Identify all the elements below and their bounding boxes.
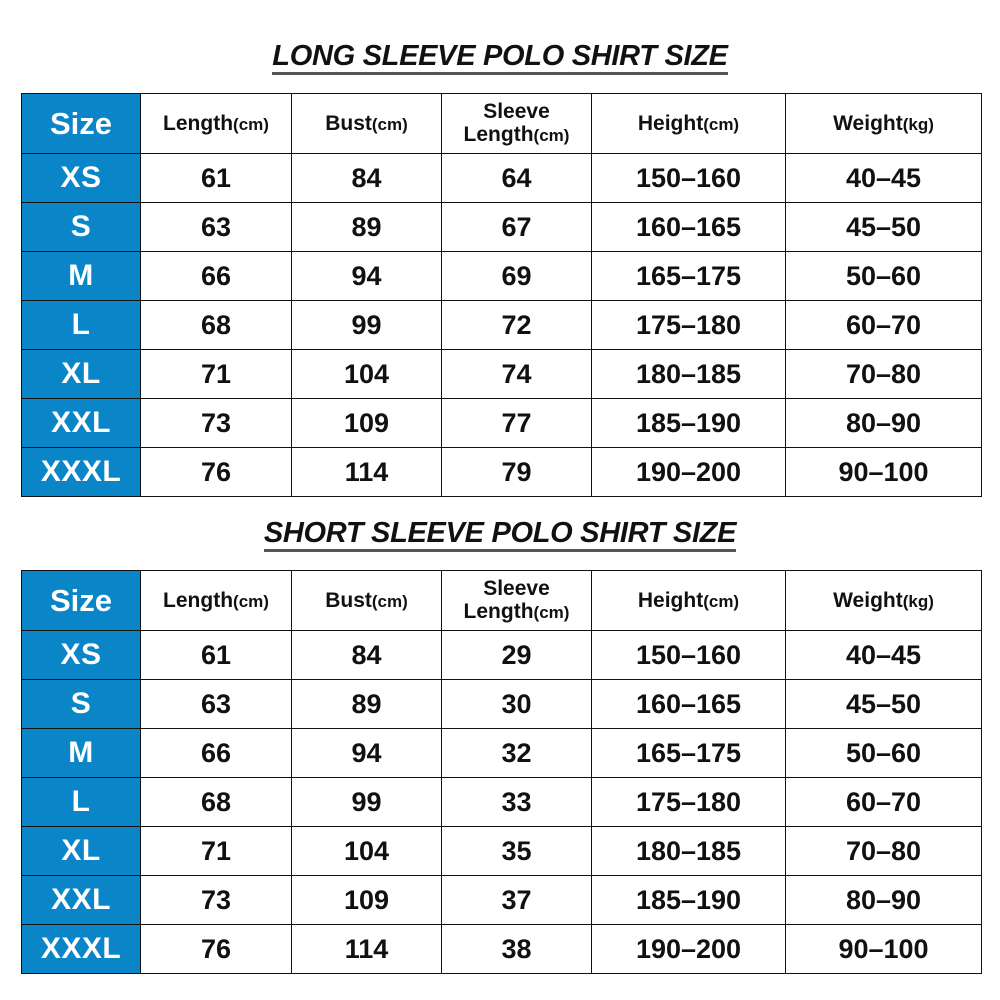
size-cell: XL — [22, 827, 141, 876]
size-cell: XS — [22, 631, 141, 680]
sleeve-cell: 38 — [442, 925, 592, 974]
weight-cell: 70–80 — [786, 827, 982, 876]
bust-cell: 114 — [292, 925, 442, 974]
header-row — [22, 94, 982, 154]
sleeve-cell: 67 — [442, 203, 592, 252]
table-row — [22, 827, 982, 876]
size-header: Size — [22, 94, 141, 154]
height-cell: 185–190 — [592, 399, 786, 448]
length-cell: 73 — [141, 399, 292, 448]
length-cell: 76 — [141, 448, 292, 497]
length-cell: 61 — [141, 154, 292, 203]
sleeve-length-header: Sleeve Length(cm) — [442, 571, 592, 631]
length-cell: 63 — [141, 680, 292, 729]
length-cell: 76 — [141, 925, 292, 974]
size-header: Size — [22, 571, 141, 631]
weight-cell: 45–50 — [786, 203, 982, 252]
height-cell: 165–175 — [592, 252, 786, 301]
height-cell: 150–160 — [592, 631, 786, 680]
height-header: Height(cm) — [592, 571, 786, 631]
weight-cell: 50–60 — [786, 729, 982, 778]
sleeve-cell: 77 — [442, 399, 592, 448]
weight-cell: 60–70 — [786, 778, 982, 827]
weight-cell: 40–45 — [786, 631, 982, 680]
height-cell: 160–165 — [592, 680, 786, 729]
height-cell: 180–185 — [592, 350, 786, 399]
size-cell: M — [22, 252, 141, 301]
length-cell: 61 — [141, 631, 292, 680]
size-cell: S — [22, 680, 141, 729]
long-sleeve-title-text: LONG SLEEVE POLO SHIRT SIZE — [272, 41, 727, 75]
size-cell: XXXL — [22, 448, 141, 497]
table-row — [22, 778, 982, 827]
bust-cell: 89 — [292, 680, 442, 729]
size-cell: L — [22, 301, 141, 350]
weight-cell: 45–50 — [786, 680, 982, 729]
long-sleeve-size-table — [21, 93, 982, 497]
size-cell: XXL — [22, 399, 141, 448]
bust-cell: 99 — [292, 778, 442, 827]
table-row — [22, 154, 982, 203]
weight-cell: 90–100 — [786, 925, 982, 974]
length-header: Length(cm) — [141, 94, 292, 154]
header-row — [22, 571, 982, 631]
height-cell: 180–185 — [592, 827, 786, 876]
height-cell: 150–160 — [592, 154, 786, 203]
table-row — [22, 350, 982, 399]
sleeve-cell: 33 — [442, 778, 592, 827]
height-cell: 175–180 — [592, 301, 786, 350]
sleeve-cell: 29 — [442, 631, 592, 680]
sleeve-cell: 79 — [442, 448, 592, 497]
sleeve-cell: 74 — [442, 350, 592, 399]
bust-cell: 94 — [292, 729, 442, 778]
bust-cell: 104 — [292, 827, 442, 876]
sleeve-cell: 64 — [442, 154, 592, 203]
weight-cell: 70–80 — [786, 350, 982, 399]
sleeve-cell: 72 — [442, 301, 592, 350]
size-cell: L — [22, 778, 141, 827]
table-row — [22, 399, 982, 448]
length-header: Length(cm) — [141, 571, 292, 631]
length-cell: 68 — [141, 778, 292, 827]
table-row — [22, 252, 982, 301]
size-cell: XL — [22, 350, 141, 399]
bust-cell: 114 — [292, 448, 442, 497]
table-row — [22, 876, 982, 925]
size-cell: S — [22, 203, 141, 252]
size-cell: XXL — [22, 876, 141, 925]
bust-cell: 94 — [292, 252, 442, 301]
table-row — [22, 925, 982, 974]
height-cell: 185–190 — [592, 876, 786, 925]
weight-cell: 90–100 — [786, 448, 982, 497]
bust-cell: 84 — [292, 154, 442, 203]
bust-cell: 99 — [292, 301, 442, 350]
weight-cell: 80–90 — [786, 399, 982, 448]
bust-cell: 89 — [292, 203, 442, 252]
weight-cell: 40–45 — [786, 154, 982, 203]
table-row — [22, 729, 982, 778]
short-sleeve-size-table — [21, 570, 982, 974]
table-row — [22, 448, 982, 497]
sleeve-cell: 32 — [442, 729, 592, 778]
length-cell: 71 — [141, 827, 292, 876]
table-row — [22, 631, 982, 680]
table-row — [22, 680, 982, 729]
length-cell: 63 — [141, 203, 292, 252]
size-cell: M — [22, 729, 141, 778]
height-cell: 190–200 — [592, 448, 786, 497]
weight-cell: 50–60 — [786, 252, 982, 301]
weight-cell: 80–90 — [786, 876, 982, 925]
sleeve-length-header: Sleeve Length(cm) — [442, 94, 592, 154]
bust-cell: 109 — [292, 876, 442, 925]
length-cell: 66 — [141, 252, 292, 301]
long-sleeve-title — [0, 40, 1000, 75]
sleeve-cell: 69 — [442, 252, 592, 301]
size-cell: XS — [22, 154, 141, 203]
length-cell: 68 — [141, 301, 292, 350]
sleeve-cell: 35 — [442, 827, 592, 876]
short-sleeve-title-text: SHORT SLEEVE POLO SHIRT SIZE — [264, 518, 736, 552]
table-row — [22, 301, 982, 350]
height-cell: 165–175 — [592, 729, 786, 778]
bust-cell: 109 — [292, 399, 442, 448]
bust-header: Bust(cm) — [292, 571, 442, 631]
weight-header: Weight(kg) — [786, 571, 982, 631]
length-cell: 66 — [141, 729, 292, 778]
height-cell: 160–165 — [592, 203, 786, 252]
height-header: Height(cm) — [592, 94, 786, 154]
weight-header: Weight(kg) — [786, 94, 982, 154]
length-cell: 71 — [141, 350, 292, 399]
length-cell: 73 — [141, 876, 292, 925]
weight-cell: 60–70 — [786, 301, 982, 350]
bust-cell: 84 — [292, 631, 442, 680]
height-cell: 175–180 — [592, 778, 786, 827]
height-cell: 190–200 — [592, 925, 786, 974]
size-cell: XXXL — [22, 925, 141, 974]
table-row — [22, 203, 982, 252]
short-sleeve-title — [0, 517, 1000, 552]
sleeve-cell: 30 — [442, 680, 592, 729]
sleeve-cell: 37 — [442, 876, 592, 925]
bust-cell: 104 — [292, 350, 442, 399]
bust-header: Bust(cm) — [292, 94, 442, 154]
